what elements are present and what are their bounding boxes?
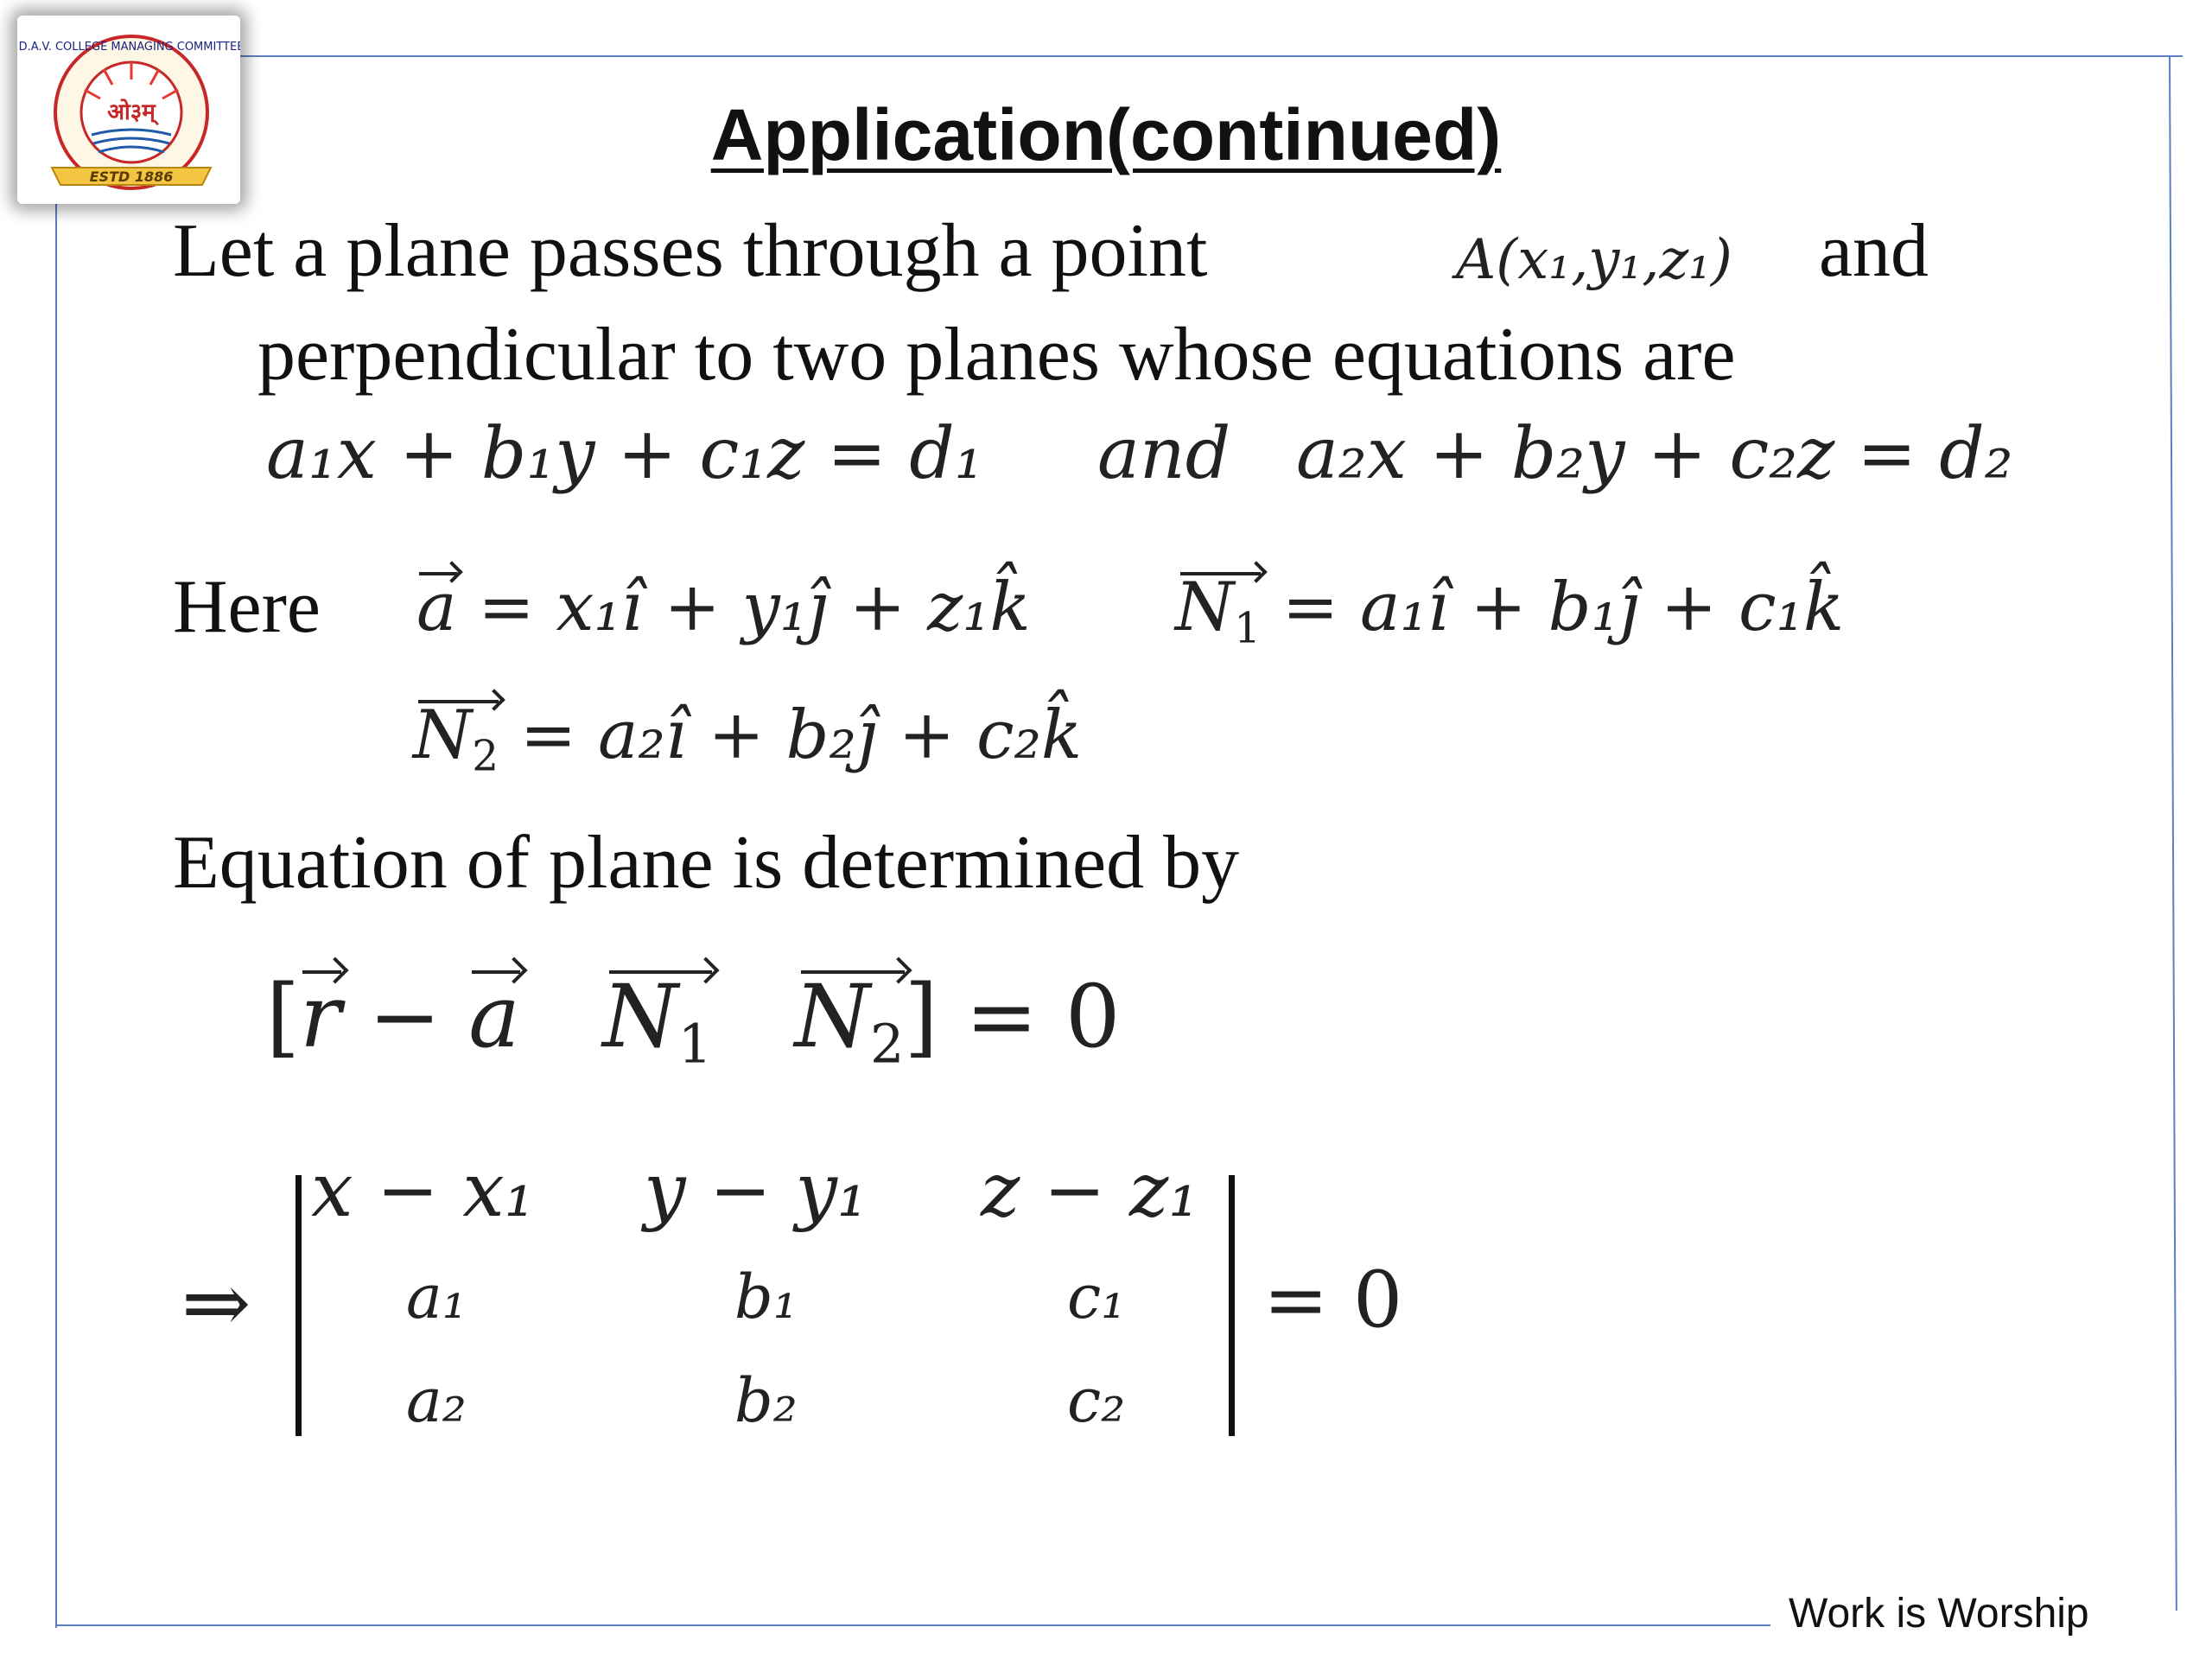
det-cell-2-2: b₁ <box>734 1262 798 1332</box>
det-cell-1-1: x − x₁ <box>311 1147 535 1234</box>
vector-n1-definition <box>1175 569 1844 653</box>
plane-equation-1: a₁x + b₁y + c₁z = d₁ <box>266 413 983 495</box>
det-cell-2-1: a₁ <box>406 1262 467 1332</box>
det-cell-3-1: a₂ <box>406 1365 467 1436</box>
determinant-rhs: = 0 <box>1263 1255 1403 1345</box>
text-line-1-end: and <box>1819 209 1929 293</box>
vector-n2-definition <box>413 696 1082 781</box>
det-cell-3-2: b₂ <box>734 1365 798 1436</box>
vector-a-symbol: a <box>416 569 457 646</box>
text-line-2: perpendicular to two planes whose equations are <box>257 313 1736 397</box>
vector-a-definition <box>416 569 1031 646</box>
slide-title: Application(continued) <box>710 94 1502 175</box>
det-cell-1-3: z − z₁ <box>981 1147 1198 1234</box>
vector-n1-rhs: = a₁î + b₁ĵ + c₁k̂ <box>1281 569 1845 646</box>
box-product-equation: [r − a $N_1$ $N_2] = 0$ <box>266 966 1121 1076</box>
footer-motto: Work is Worship <box>1789 1591 2089 1637</box>
vector-n2-symbol: $N_2$ <box>413 696 499 781</box>
here-label: Here <box>173 565 321 649</box>
text-line-1: Let a plane passes through a point <box>173 209 1208 293</box>
det-cell-2-3: c₁ <box>1067 1262 1126 1332</box>
box-product-rhs: = 0 <box>965 966 1121 1067</box>
slide-frame-bottom-edge <box>55 1624 1770 1626</box>
determinant-right-bar <box>1229 1175 1235 1436</box>
det-cell-1-2: y − y₁ <box>644 1147 868 1234</box>
vector-n2-rhs: = a₂î + b₂ĵ + c₂k̂ <box>519 696 1083 774</box>
implies-symbol: ⇒ <box>181 1255 251 1351</box>
equations-and: and <box>1097 413 1231 495</box>
logo-center-text: ओ३म् <box>107 99 156 125</box>
point-a-label: A(x₁,y₁,z₁) <box>1456 228 1732 292</box>
vector-n1-symbol: $N_1$ <box>1175 569 1262 653</box>
text-equation-line: Equation of plane is determined by <box>173 821 1240 905</box>
vector-a-rhs: = x₁î + y₁ĵ + z₁k̂ <box>478 569 1031 646</box>
plane-equation-2: a₂x + b₂y + c₂z = d₂ <box>1296 413 2013 495</box>
logo-top-text: D.A.V. COLLEGE MANAGING COMMITTEE <box>18 41 240 54</box>
determinant-left-bar <box>296 1175 302 1436</box>
logo-ribbon-text: ESTD 1886 <box>89 168 174 185</box>
det-cell-3-3: c₂ <box>1067 1365 1126 1436</box>
